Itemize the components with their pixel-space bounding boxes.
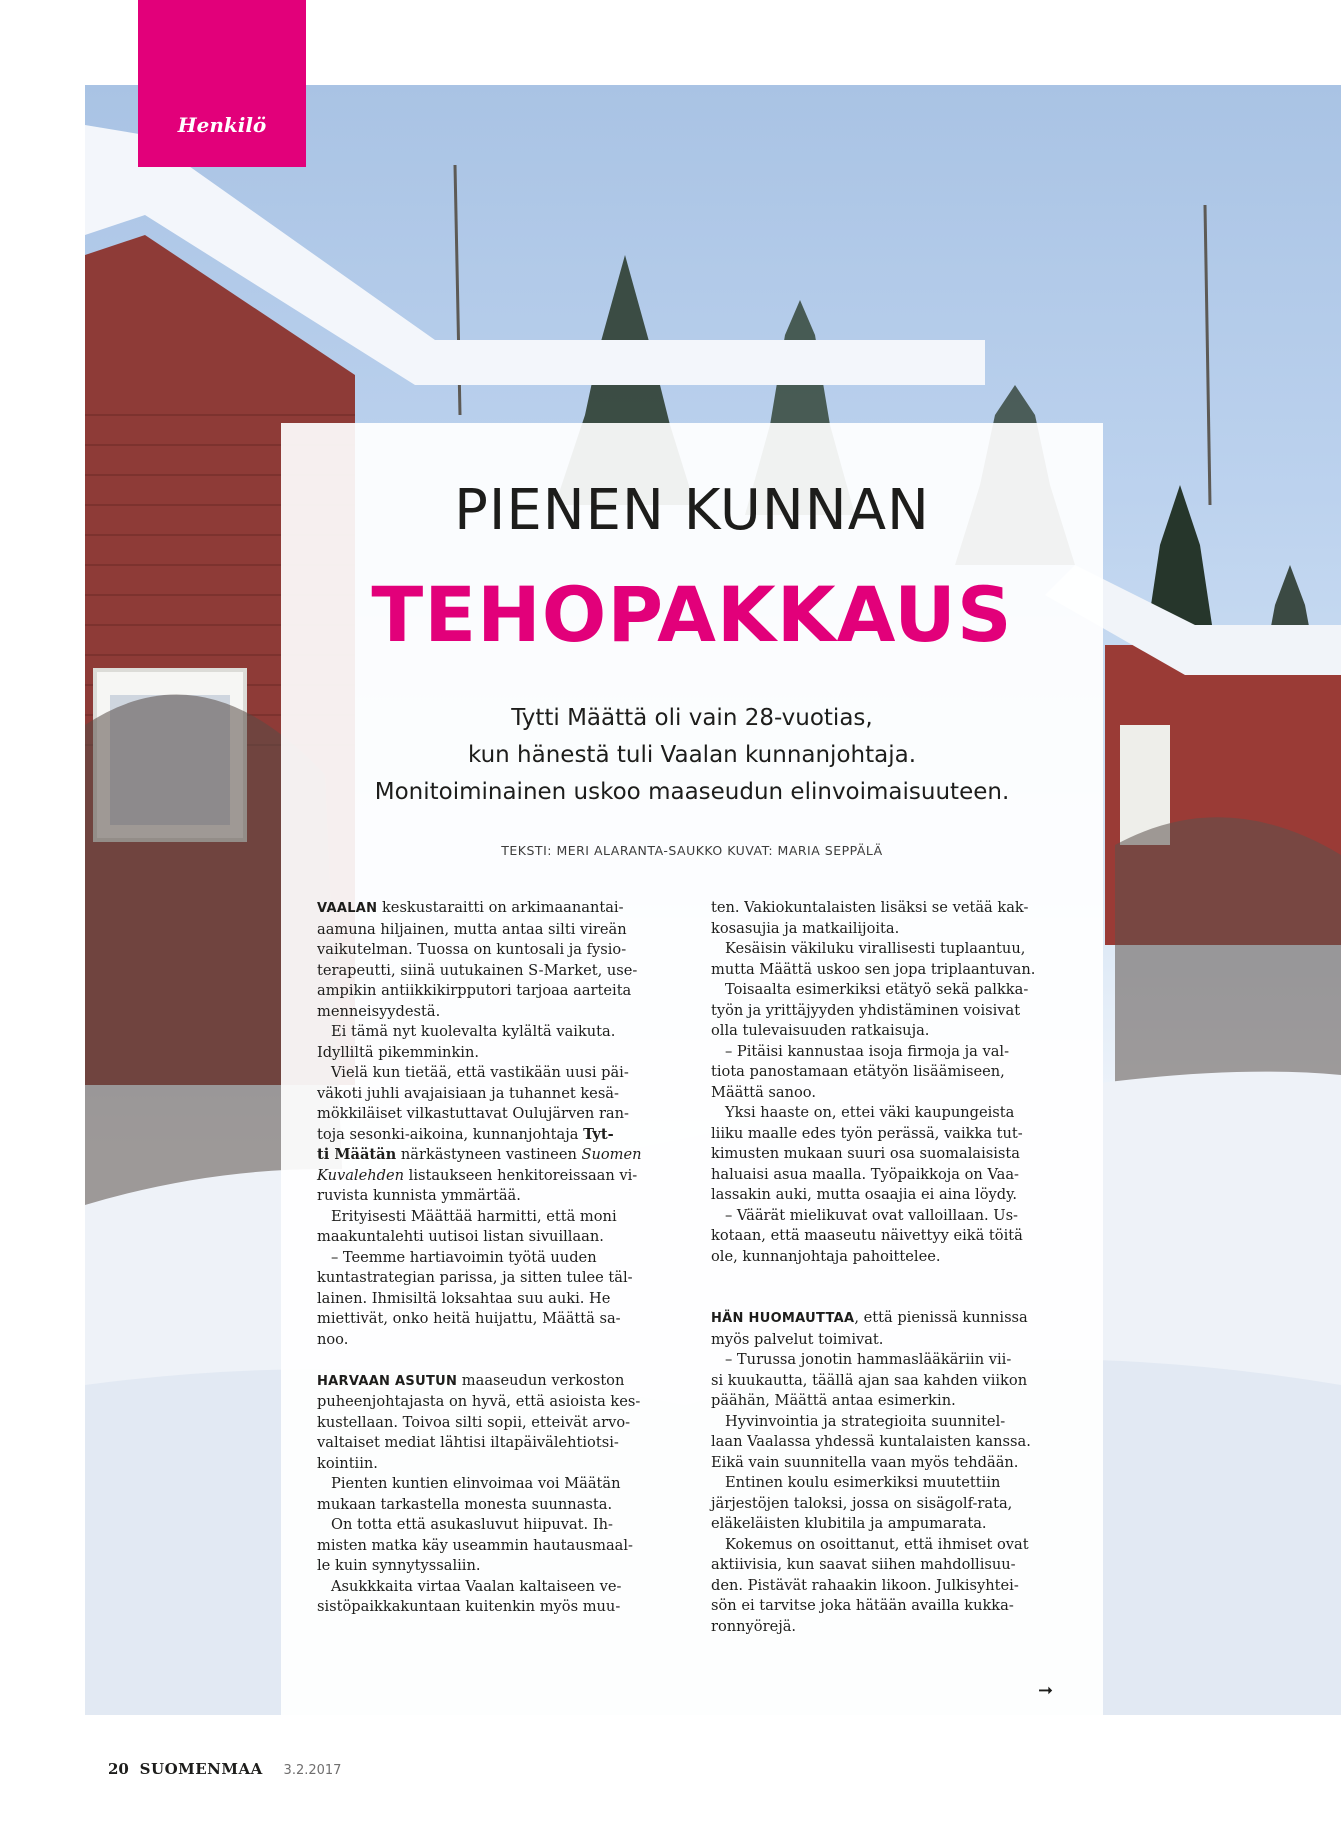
body-line: [711, 960, 1069, 981]
body-text: sön ei tarvitse joka hätään availla kukka-: [711, 1597, 1014, 1614]
body-line: [711, 1206, 1069, 1227]
body-line: [711, 1247, 1069, 1268]
body-line: [711, 1535, 1069, 1556]
body-line: [317, 1084, 652, 1105]
body-line: [711, 1350, 1069, 1371]
body-line: [317, 1145, 652, 1166]
body-line: [317, 1125, 652, 1146]
body-line: [711, 1596, 1069, 1617]
body-line: [711, 1083, 1069, 1104]
body-line: [317, 1413, 652, 1434]
body-text: Määttä sanoo.: [711, 1083, 816, 1101]
body-text: noo.: [317, 1330, 349, 1348]
body-text: kosasujia ja matkailijoita.: [711, 919, 900, 937]
body-line: [711, 898, 1069, 919]
body-line: [317, 1063, 652, 1084]
paragraph-gap: [711, 1267, 1069, 1288]
body-line: [317, 1577, 652, 1598]
paragraph-gap: [317, 1350, 652, 1371]
body-text: vaikutelman. Tuossa on kuntosali ja fysio-: [317, 941, 627, 958]
body-line: [711, 1062, 1069, 1083]
right-arrow-icon: ➞: [1038, 1680, 1054, 1701]
paragraph-lead-in: VAALAN: [317, 901, 378, 916]
body-line: [711, 1371, 1069, 1392]
body-line: [711, 1165, 1069, 1186]
body-line: [317, 1454, 652, 1475]
body-text: lainen. Ihmisiltä loksahtaa suu auki. He: [317, 1289, 611, 1307]
body-line: [711, 1103, 1069, 1124]
body-line: [711, 1555, 1069, 1576]
body-text: – Pitäisi kannustaa isoja firmoja ja val-: [725, 1042, 1010, 1060]
body-text: ole, kunnanjohtaja pahoittelee.: [711, 1247, 941, 1265]
body-text: väkoti juhli avajaisiaan ja tuhannet kesä-: [317, 1084, 619, 1102]
body-line: [317, 920, 652, 941]
body-line: [711, 1308, 1069, 1330]
body-text: den. Pistävät rahaakin likoon. Julkisyhtei-: [711, 1576, 1019, 1594]
body-line: [317, 1227, 652, 1248]
body-text: ruvista kunnista ymmärtää.: [317, 1187, 521, 1204]
issue-date: 3.2.2017: [283, 1763, 342, 1778]
body-line: [711, 1042, 1069, 1063]
body-text: Entinen koulu esimerkiksi muutettiin: [725, 1474, 1001, 1491]
body-text: menneisyydestä.: [317, 1002, 441, 1020]
body-text: Toisaalta esimerkiksi etätyö sekä palkka-: [725, 981, 1029, 998]
body-text: sistöpaikkakuntaan kuitenkin myös muu-: [317, 1598, 621, 1615]
body-text: terapeutti, siinä uutukainen S-Market, use-: [317, 961, 638, 979]
section-tab: [138, 0, 306, 167]
body-text: misten matka käy useammin hautausmaal-: [317, 1536, 633, 1554]
body-text: laan Vaalassa yhdessä kuntalaisten kanssa.: [711, 1433, 1031, 1450]
body-line: [317, 1515, 652, 1536]
body-text: Idylliltä pikemminkin.: [317, 1043, 480, 1061]
body-text: maakuntalehti uutisoi listan sivuillaan.: [317, 1228, 604, 1245]
body-line: [711, 1001, 1069, 1022]
lead-paragraph: [281, 700, 1103, 811]
lead-line: Tytti Määttä oli vain 28-vuotias,: [511, 705, 873, 731]
body-text: toja sesonki-aikoina, kunnanjohtaja: [317, 1125, 584, 1143]
body-text: – Väärät mielikuvat ovat valloillaan. Us-: [725, 1206, 1018, 1224]
body-column-left: [317, 898, 652, 1618]
body-line: [711, 1124, 1069, 1145]
italic-title: Kuvalehden: [317, 1166, 405, 1184]
body-column-right: [711, 898, 1069, 1637]
body-text: Vielä kun tietää, että vastikään uusi päi-: [331, 1064, 629, 1081]
body-text: Asukkkaita virtaa Vaalan kaltaiseen ve-: [331, 1577, 622, 1595]
body-text: ampikin antiikkikirpputori tarjoaa aarteita: [317, 982, 632, 999]
body-line: [317, 1556, 652, 1577]
body-text: työn ja yrittäjyyden yhdistäminen voisivat: [711, 1001, 1021, 1019]
body-line: [711, 1226, 1069, 1247]
body-text: puheenjohtajasta on hyvä, että asioista kes-: [317, 1393, 641, 1410]
body-text: Ei tämä nyt kuolevalta kylältä vaikuta.: [331, 1023, 616, 1040]
body-line: [711, 919, 1069, 940]
lead-line: kun hänestä tuli Vaalan kunnanjohtaja.: [467, 742, 917, 768]
body-text: närkästyneen vastineen: [396, 1146, 582, 1163]
bold-name: Tyt-: [583, 1125, 614, 1143]
body-line: [711, 1144, 1069, 1165]
body-line: [317, 1371, 652, 1393]
body-line: [711, 1617, 1069, 1638]
body-text: Kesäisin väkiluku virallisesti tuplaantuu,: [725, 940, 1026, 957]
body-text: valtaiset mediat lähtisi iltapäivälehtiotsi-: [317, 1434, 619, 1451]
byline-credits: TEKSTI: MERI ALARANTA-SAUKKO KUVAT: MARIA SEPPÄLÄ: [501, 843, 883, 858]
body-text: le kuin synnytyssaliin.: [317, 1557, 481, 1574]
body-text: On totta että asukasluvut hiipuvat. Ih-: [331, 1516, 613, 1533]
body-line: [317, 898, 652, 920]
body-line: [711, 1021, 1069, 1042]
body-line: [711, 1494, 1069, 1515]
paragraph-lead-in: HARVAAN ASUTUN: [317, 1373, 458, 1389]
body-text: miettivät, onko heitä huijattu, Määttä sa-: [317, 1310, 621, 1327]
body-text: Eikä vain suunnitella vaan myös tehdään.: [711, 1453, 1019, 1471]
body-line: [711, 1453, 1069, 1474]
body-text: Pienten kuntien elinvoimaa voi Määtän: [331, 1475, 621, 1492]
magazine-name: SUOMENMAA: [139, 1760, 263, 1778]
lead-line: Monitoiminainen uskoo maaseudun elinvoimaisuuteen.: [374, 779, 1010, 805]
body-text: kustellaan. Toivoa silti sopii, etteivät arvo-: [317, 1413, 631, 1431]
body-line: [317, 1433, 652, 1454]
body-text: – Teemme hartiavoimin työtä uuden: [331, 1248, 597, 1266]
body-text: myös palvelut toimivat.: [711, 1330, 884, 1348]
bold-name: ti Määtän: [317, 1146, 397, 1163]
paragraph-lead-in: HÄN HUOMAUTTAA: [711, 1311, 855, 1326]
body-text: aktiivisia, kun saavat siihen mahdollisuu-: [711, 1556, 1016, 1573]
body-line: [317, 1002, 652, 1023]
body-line: [317, 1392, 652, 1413]
body-text: aamuna hiljainen, mutta antaa silti vireän: [317, 920, 627, 938]
body-line: [317, 1186, 652, 1207]
body-line: [711, 1514, 1069, 1535]
body-text: haluaisi asua maalla. Työpaikkoja on Vaa-: [711, 1165, 1019, 1183]
section-label: Henkilö: [177, 113, 267, 137]
body-line: [317, 1043, 652, 1064]
page-number: 20: [108, 1760, 129, 1778]
body-text: kimusten mukaan suuri osa suomalaisista: [711, 1145, 1020, 1162]
body-text: lassakin auki, mutta osaajia ei aina löydy.: [711, 1186, 1018, 1203]
headline-line-1: PIENEN KUNNAN: [454, 478, 930, 543]
body-line: [317, 1597, 652, 1618]
body-text: Kokemus on osoittanut, että ihmiset ovat: [725, 1535, 1029, 1553]
body-line: [711, 939, 1069, 960]
body-text: listaukseen henkitoreissaan vi-: [404, 1166, 638, 1184]
body-line: [711, 1412, 1069, 1433]
body-text: maaseudun verkoston: [457, 1371, 625, 1389]
body-line: [711, 1330, 1069, 1351]
body-text: eläkeläisten klubitila ja ampumarata.: [711, 1515, 987, 1532]
headline-line-2: TEHOPAKKAUS: [371, 570, 1013, 659]
body-text: kotaan, että maaseutu näivettyy eikä töitä: [711, 1227, 1023, 1244]
body-line: [317, 961, 652, 982]
body-text: keskustaraitti on arkimaanantai-: [377, 899, 624, 916]
body-text: ten. Vakiokuntalaisten lisäksi se vetää kak-: [711, 899, 1029, 916]
body-line: [317, 981, 652, 1002]
body-text: kuntastrategian parissa, ja sitten tulee täl-: [317, 1269, 633, 1286]
body-line: [711, 1432, 1069, 1453]
body-line: [711, 1391, 1069, 1412]
body-line: [317, 1289, 652, 1310]
paragraph-gap: [711, 1288, 1069, 1309]
italic-title: Suomen: [581, 1146, 642, 1163]
body-line: [317, 1495, 652, 1516]
body-text: mukaan tarkastella monesta suunnasta.: [317, 1495, 613, 1513]
body-line: [317, 1268, 652, 1289]
body-text: – Turussa jonotin hammaslääkäriin vii-: [725, 1351, 1012, 1368]
body-line: [317, 1207, 652, 1228]
body-text: päähän, Määttä antaa esimerkin.: [711, 1392, 956, 1409]
body-text: si kuukautta, täällä ajan saa kahden viikon: [711, 1371, 1028, 1389]
body-text: tiota panostamaan etätyön lisäämiseen,: [711, 1063, 1005, 1080]
body-text: Erityisesti Määttää harmitti, että moni: [331, 1207, 617, 1225]
body-line: [317, 1022, 652, 1043]
body-line: [711, 1473, 1069, 1494]
body-line: [317, 1166, 652, 1187]
body-text: kointiin.: [317, 1454, 378, 1472]
body-line: [711, 980, 1069, 1001]
body-text: Hyvinvointia ja strategioita suunnitel-: [725, 1412, 1006, 1430]
body-line: [317, 1309, 652, 1330]
page-footer: [108, 1760, 341, 1778]
body-line: [317, 1536, 652, 1557]
body-text: mökkiläiset vilkastuttavat Oulujärven ran-: [317, 1105, 629, 1122]
body-text: ronnyörejä.: [711, 1617, 797, 1635]
body-line: [317, 1248, 652, 1269]
body-text: Yksi haaste on, ettei väki kaupungeista: [725, 1104, 1015, 1121]
body-text: , että pienissä kunnissa: [854, 1309, 1028, 1326]
body-text: olla tulevaisuuden ratkaisuja.: [711, 1022, 930, 1039]
body-line: [711, 1576, 1069, 1597]
body-line: [317, 940, 652, 961]
body-text: järjestöjen taloksi, jossa on sisägolf-rata,: [711, 1494, 1013, 1512]
body-line: [711, 1185, 1069, 1206]
body-line: [317, 1474, 652, 1495]
body-line: [317, 1104, 652, 1125]
body-text: liiku maalle edes työn perässä, vaikka tut-: [711, 1124, 1023, 1142]
body-line: [317, 1330, 652, 1351]
body-text: mutta Määttä uskoo sen jopa triplaantuvan.: [711, 960, 1036, 978]
